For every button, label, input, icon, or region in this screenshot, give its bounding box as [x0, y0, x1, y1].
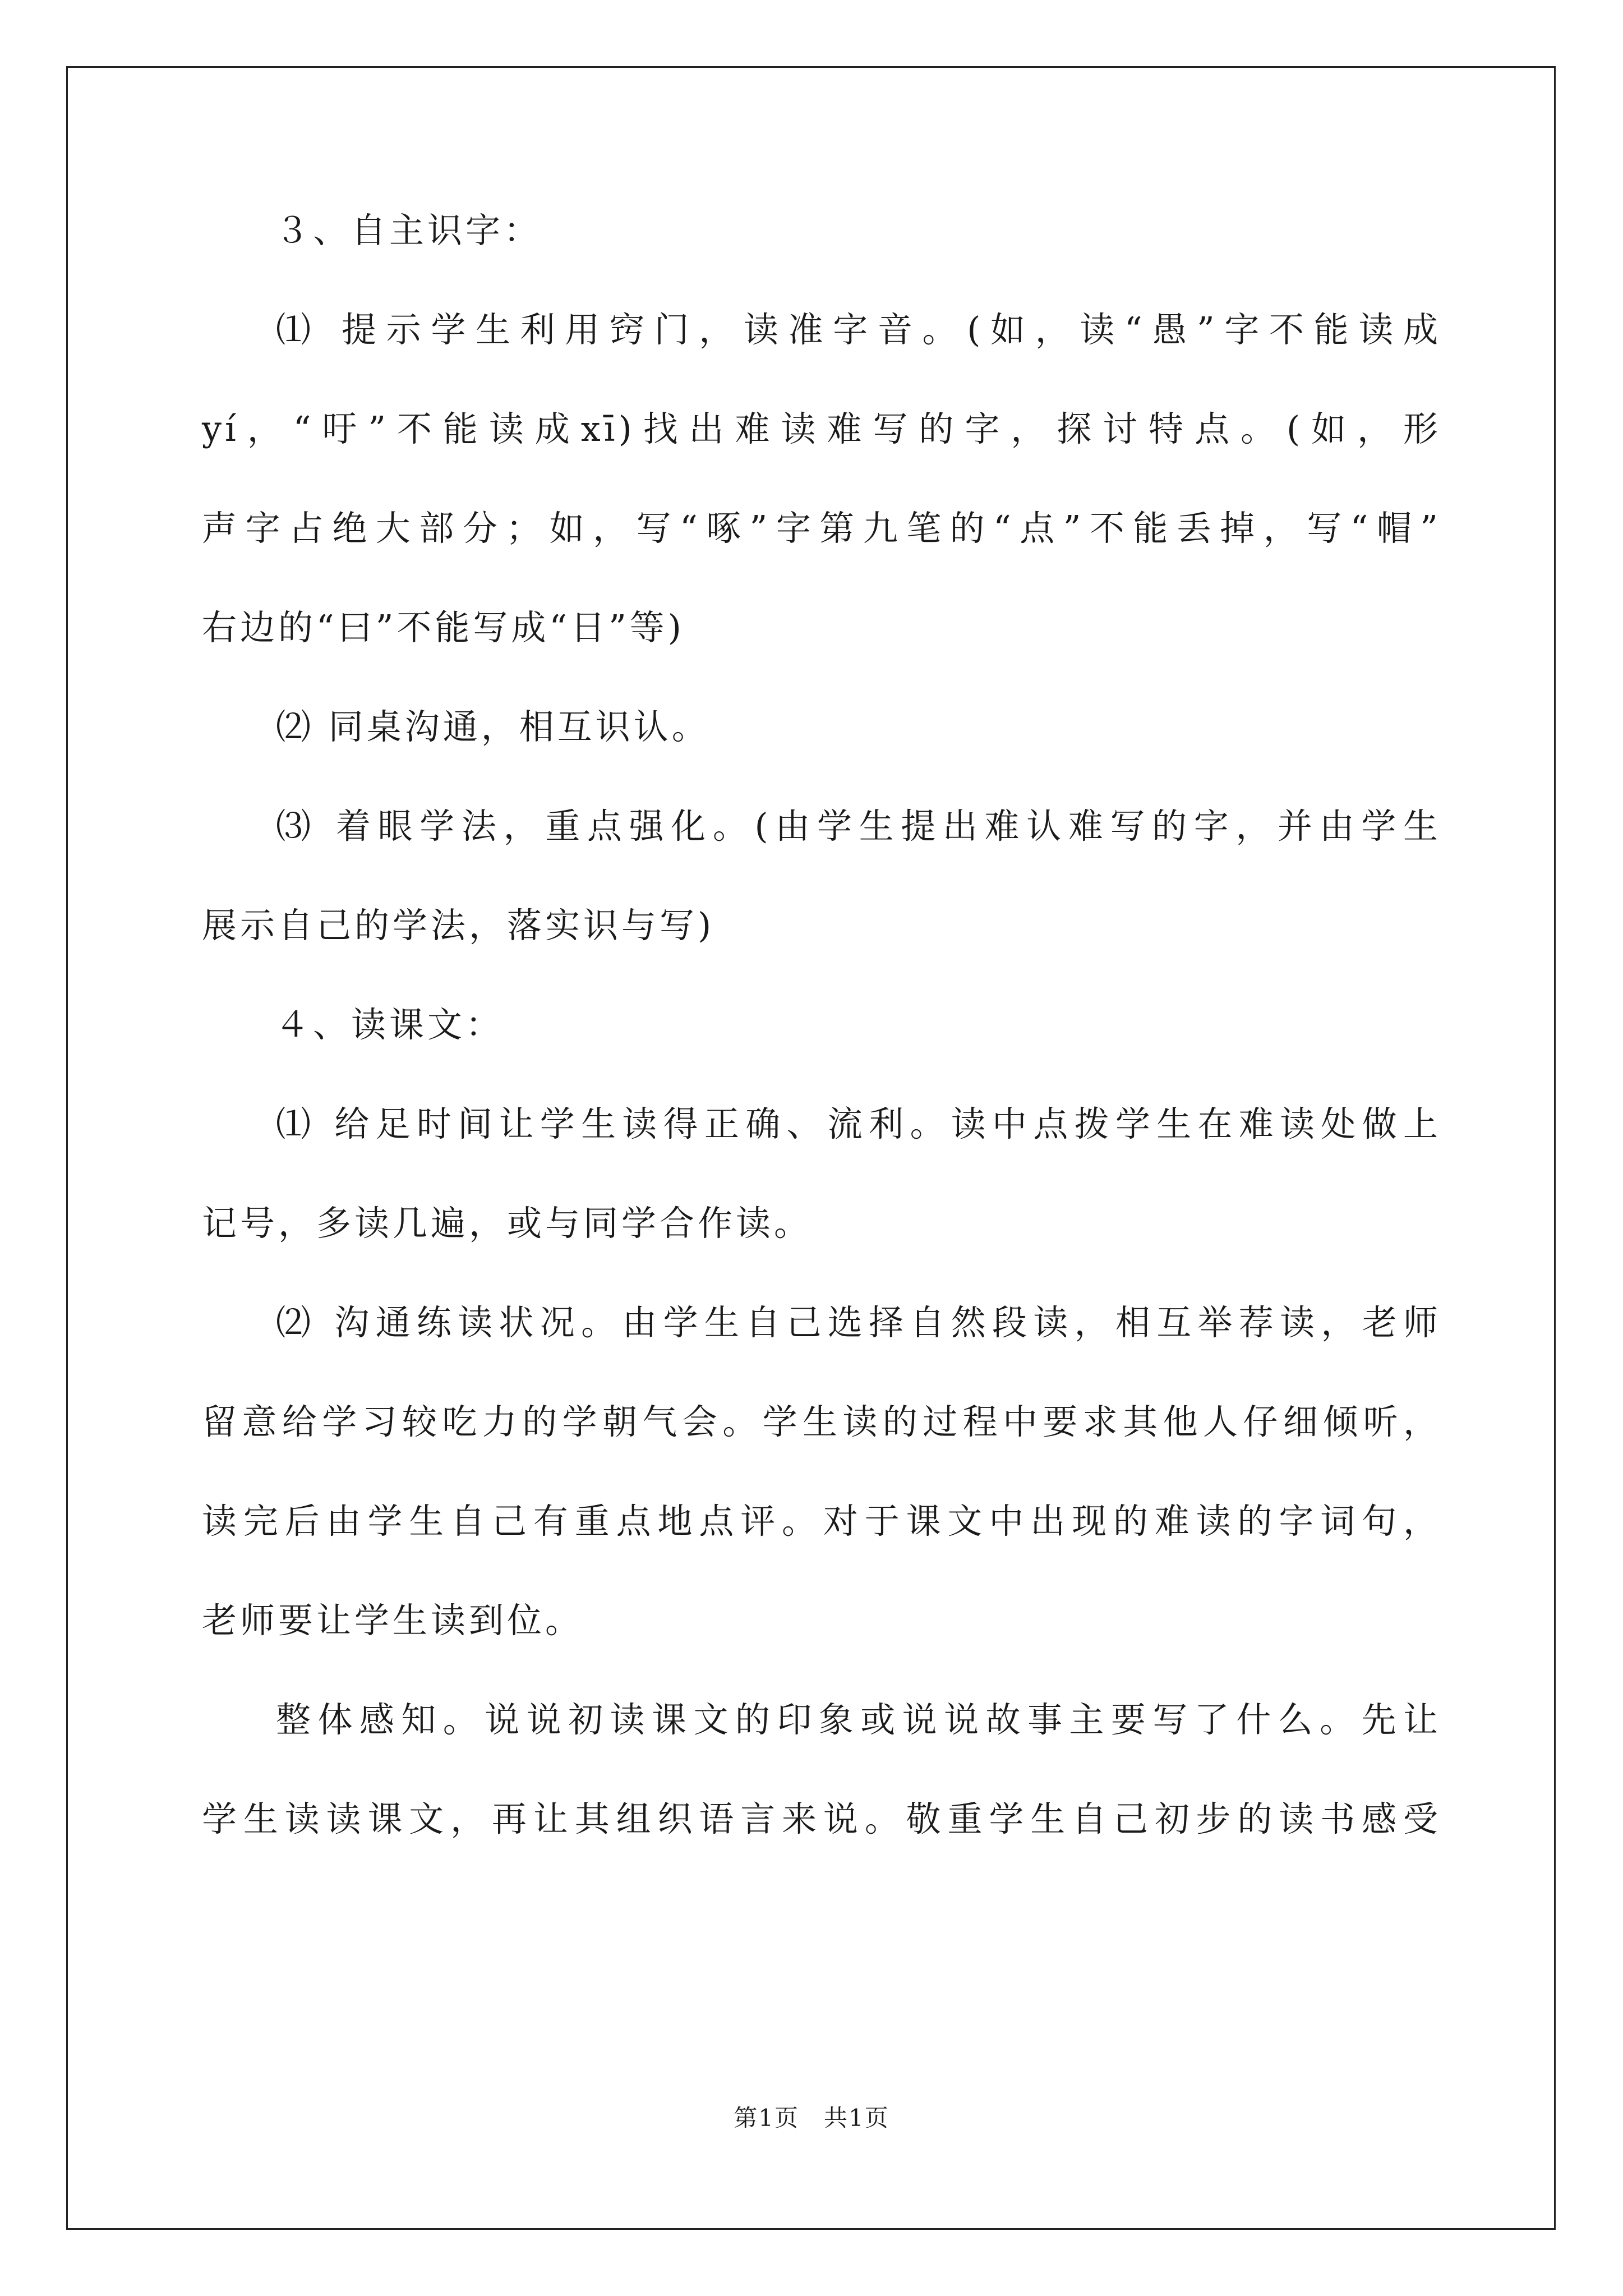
paragraph-line: 学生读读课文，再让其组织语言来说。敬重学生自己初步的读书感受: [202, 1798, 1441, 1839]
section-heading-3: ３、自主识字：: [275, 210, 542, 251]
paragraph-line: 记号，多读几遍，或与同学合作读。: [202, 1203, 813, 1244]
paragraph-line: 留意给学习较吃力的学朝气会。学生读的过程中要求其他人仔细倾听，: [202, 1401, 1441, 1442]
paragraph-line: 读完后由学生自己有重点地点评。对于课文中出现的难读的字词句，: [202, 1501, 1441, 1542]
paragraph-line: ⑴ 提示学生利用窍门，读准字音。(如，读“愚”字不能读成: [276, 309, 1441, 350]
page-number-footer: 第1页 共1页: [734, 2104, 889, 2132]
document-body: [202, 210, 1441, 1901]
paragraph-line: ⑵ 同桌沟通，相互识认。: [276, 706, 710, 747]
paragraph-line: 老师要让学生读到位。: [202, 1600, 584, 1641]
section-heading-4: ４、读课文：: [275, 1004, 504, 1045]
paragraph-line: 右边的“曰”不能写成“日”等): [202, 607, 685, 648]
paragraph-line: yí，“吁”不能读成xī)找出难读难写的字，探讨特点。(如，形: [202, 408, 1441, 449]
paragraph-line: ⑴ 给足时间让学生读得正确、流利。读中点拨学生在难读处做上: [276, 1103, 1441, 1144]
paragraph-line: 展示自己的学法，落实识与写): [202, 905, 715, 946]
paragraph-line: ⑶ 着眼学法，重点强化。(由学生提出难认难写的字，并由学生: [276, 806, 1441, 846]
paragraph-line: 整体感知。说说初读课文的印象或说说故事主要写了什么。先让: [276, 1699, 1441, 1740]
paragraph-line: ⑵ 沟通练读状况。由学生自己选择自然段读，相互举荐读，老师: [276, 1302, 1441, 1343]
paragraph-line: 声字占绝大部分；如，写“啄”字第九笔的“点”不能丢掉，写“帽”: [202, 508, 1441, 549]
